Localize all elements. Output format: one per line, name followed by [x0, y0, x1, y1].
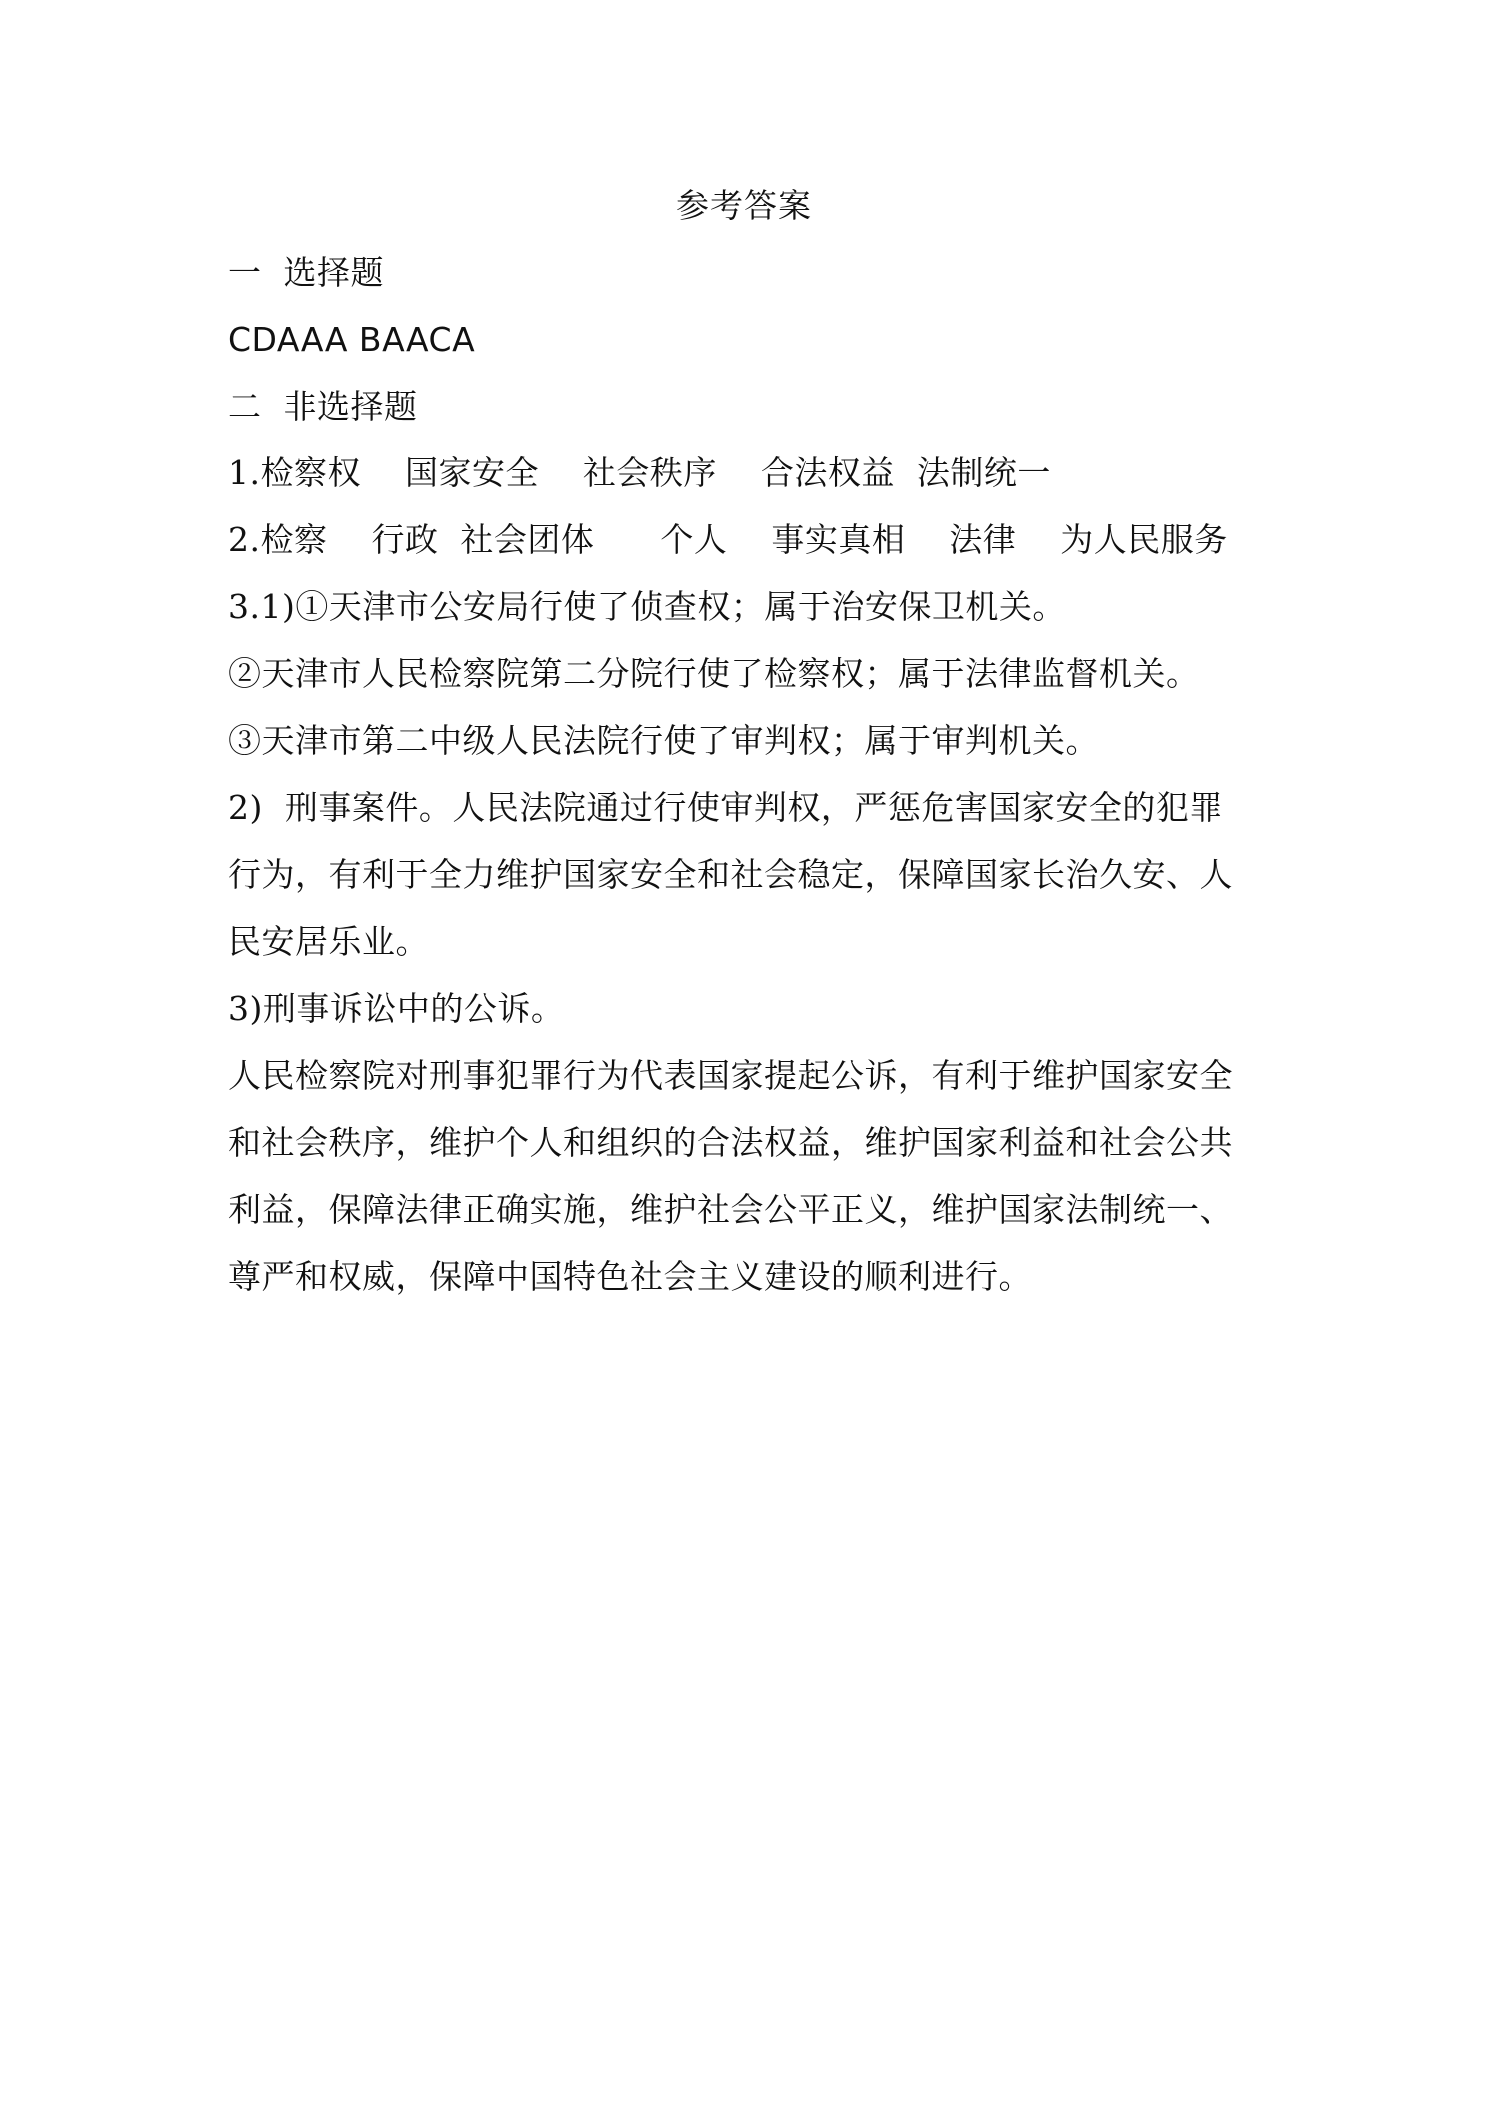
answer-paragraph-3-line-2: 和社会秩序，维护个人和组织的合法权益，维护国家利益和社会公共 [228, 1123, 1233, 1162]
answer-line-1: 1.检察权 国家安全 社会秩序 合法权益 法制统一 [228, 453, 1051, 492]
section-heading-choice: 一 选择题 [228, 253, 384, 292]
answer-paragraph-2-line-1: 2) 刑事案件。人民法院通过行使审判权，严惩危害国家安全的犯罪 [228, 788, 1223, 827]
choice-answers: CDAAA BAACA [228, 320, 476, 359]
answer-paragraph-3-line-4: 尊严和权威，保障中国特色社会主义建设的顺利进行。 [228, 1257, 1032, 1296]
answer-line-3-2: ②天津市人民检察院第二分院行使了检察权；属于法律监督机关。 [228, 654, 1200, 693]
answer-paragraph-2-line-3: 民安居乐业。 [228, 922, 429, 961]
answer-heading-3: 3)刑事诉讼中的公诉。 [228, 989, 565, 1028]
answer-line-3-1: 3.1)①天津市公安局行使了侦查权；属于治安保卫机关。 [228, 587, 1066, 626]
answer-line-3-3: ③天津市第二中级人民法院行使了审判权；属于审判机关。 [228, 721, 1099, 760]
answer-line-2: 2.检察 行政 社会团体 个人 事实真相 法律 为人民服务 [228, 520, 1228, 559]
answer-paragraph-3-line-1: 人民检察院对刑事犯罪行为代表国家提起公诉，有利于维护国家安全 [228, 1056, 1233, 1095]
answer-paragraph-2-line-2: 行为，有利于全力维护国家安全和社会稳定，保障国家长治久安、人 [228, 855, 1233, 894]
section-heading-nonchoice: 二 非选择题 [228, 387, 418, 426]
document-title: 参考答案 [676, 186, 812, 225]
answer-paragraph-3-line-3: 利益，保障法律正确实施，维护社会公平正义，维护国家法制统一、 [228, 1190, 1233, 1229]
